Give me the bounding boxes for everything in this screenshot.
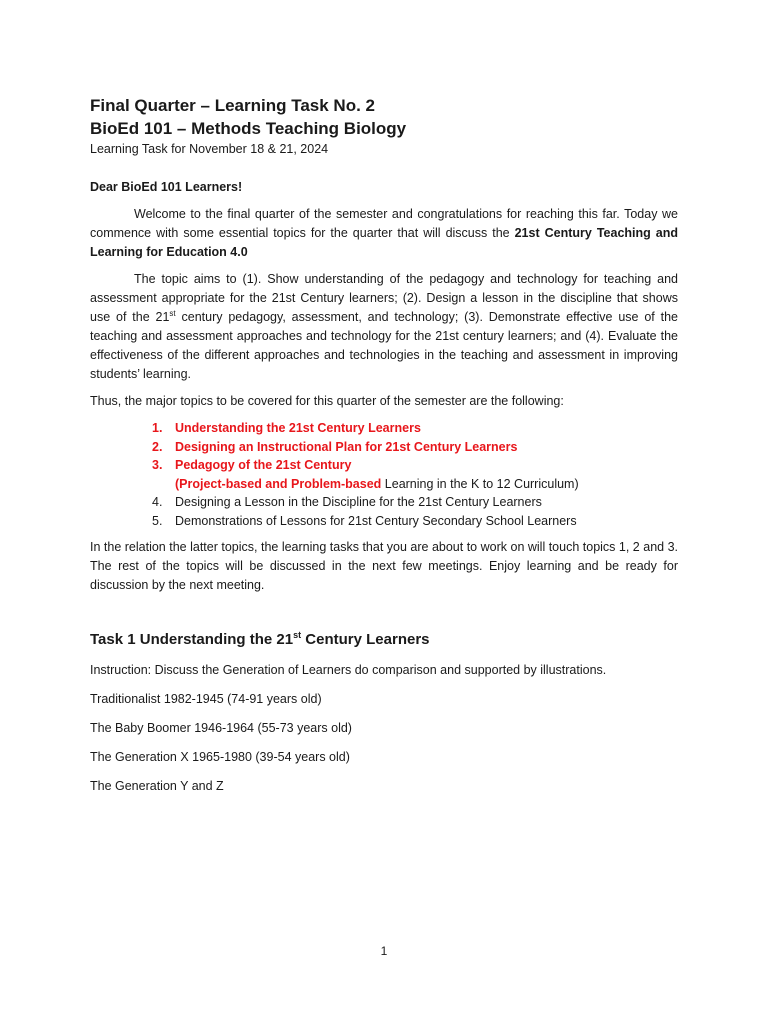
list-sub-red: (Project-based and Problem-based: [175, 476, 382, 491]
task1-instruction: Instruction: Discuss the Generation of Learners do comparison and supported by illustrations.: [90, 663, 607, 677]
task1-title-post: Century Learners: [301, 631, 430, 648]
list-number: 4.: [152, 495, 163, 509]
aims-paragraph: [90, 270, 678, 384]
greeting: Dear BioEd 101 Learners!: [90, 180, 243, 194]
list-label: Pedagogy of the 21st Century: [175, 458, 352, 472]
task1-title-pre: Task 1 Understanding the 21: [90, 631, 294, 648]
list-item: [152, 512, 678, 531]
list-item: [152, 493, 678, 512]
intro-paragraph: [90, 205, 678, 262]
title-line-1: Final Quarter – Learning Task No. 2: [90, 96, 375, 115]
list-label: Understanding the 21st Century Learners: [175, 421, 421, 435]
title-line-2: BioEd 101 – Methods Teaching Biology: [90, 119, 407, 138]
intro-bold-text: 21st Century Teaching and Learning for Education 4.0: [90, 226, 678, 259]
topics-list: [90, 419, 678, 530]
document-page: [90, 94, 678, 806]
list-label: Designing a Lesson in the Discipline for the 21st Century Learners: [175, 495, 542, 509]
topics-intro: Thus, the major topics to be covered for this quarter of the semester are the following:: [90, 394, 564, 408]
page-number: 1: [380, 944, 388, 958]
generation-item: The Generation Y and Z: [90, 779, 224, 793]
list-item: [152, 456, 678, 493]
generation-item: The Generation X 1965-1980 (39-54 years old): [90, 750, 350, 764]
list-label: Demonstrations of Lessons for 21st Century Secondary School Learners: [175, 513, 577, 528]
generation-item: The Baby Boomer 1946-1964 (55-73 years old): [90, 721, 352, 735]
list-sub-rest: Learning in the K to 12 Curriculum): [381, 476, 579, 491]
aims-text-1: The topic aims to (1). Show understanding of the pedagogy and technology for teaching and assessment appropriate for the 21st Century learners; (2). Design a lesson in the discipline that shows use of the 21: [90, 272, 678, 324]
closing-paragraph: In the relation the latter topics, the learning tasks that you are about to work on will touch topics 1, 2 and 3. The rest of the topics will be discussed in the next few meetings. Enjoy learning and be ready for discussion by the next meeting.: [90, 540, 678, 592]
generation-item: Traditionalist 1982-1945 (74-91 years old): [90, 692, 322, 706]
list-item: [152, 419, 678, 438]
aims-superscript: st: [169, 308, 176, 318]
list-number: 3.: [152, 458, 163, 472]
list-number: 2.: [152, 439, 163, 454]
list-label: Designing an Instructional Plan for 21st Century Learners: [175, 439, 518, 454]
subtitle: Learning Task for November 18 & 21, 2024: [90, 142, 329, 156]
intro-text: Welcome to the final quarter of the semester and congratulations for reaching this far. Today we commence with some essential topics for the quarter that will discuss the: [90, 207, 678, 240]
list-number: 5.: [152, 513, 163, 528]
list-item: [152, 438, 678, 457]
list-number: 1.: [152, 421, 163, 435]
aims-text-2: century pedagogy, assessment, and technology; (3). Demonstrate effective use of the teaching and assessment approaches and technology for the 21st century learners; and (4). Evaluate the effectiveness of the different approaches and technologies in the teaching and assessment in improving students’ learning.: [90, 310, 679, 381]
task1-heading: [90, 629, 678, 651]
task1-title-sup: st: [293, 630, 302, 640]
